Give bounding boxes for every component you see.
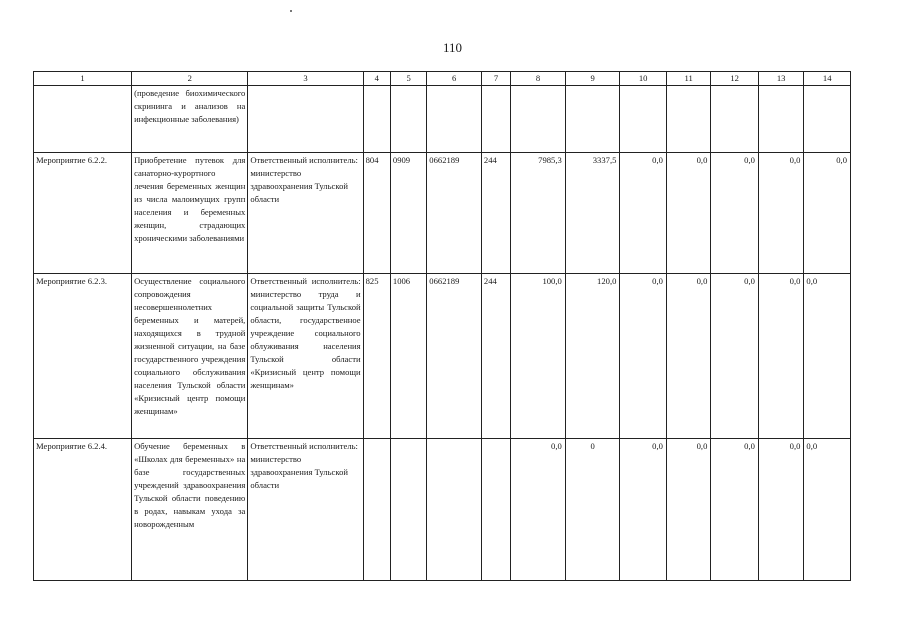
header-row — [34, 72, 851, 86]
value-cell — [390, 86, 426, 153]
amount-cell: 0,0 — [620, 439, 667, 581]
table-row-6-2-2 — [34, 153, 851, 274]
header-cell: 13 — [758, 72, 804, 86]
event-name-cell: Мероприятие 6.2.3. — [34, 274, 132, 439]
code-cell: 0662189 — [427, 153, 482, 274]
code-cell — [481, 439, 510, 581]
amount-cell: 0,0 — [711, 274, 759, 439]
executor-cell — [248, 86, 363, 153]
amount-cell: 0,0 — [758, 439, 804, 581]
value-cell — [804, 86, 851, 153]
code-cell: 1006 — [390, 274, 426, 439]
event-name-cell: Мероприятие 6.2.2. — [34, 153, 132, 274]
code-cell — [363, 439, 390, 581]
value-cell — [666, 86, 710, 153]
table-row-6-2-4 — [34, 439, 851, 581]
continuation-row — [34, 86, 851, 153]
header-cell: 8 — [511, 72, 566, 86]
amount-cell: 0,0 — [758, 274, 804, 439]
event-description-cell: (проведение биохимического скрининга и анализов на инфекционные заболевания) — [132, 86, 248, 153]
event-description-cell: Осуществление социального сопровождения несовершеннолетних беременных и матерей, находящихся в трудной жизненной ситуации, на базе государственного учреждения социального обслуживания населения Тульской области «Кризисный центр помощи женщинам» — [132, 274, 248, 439]
amount-cell: 0,0 — [511, 439, 566, 581]
header-cell: 2 — [132, 72, 248, 86]
header-cell: 10 — [620, 72, 667, 86]
value-cell — [481, 86, 510, 153]
event-description-cell: Приобретение путевок для санаторно-курортного лечения беременных женщин из числа малоимущих групп населения и беременных женщин, страдающих хроническими заболеваниями — [132, 153, 248, 274]
header-cell: 1 — [34, 72, 132, 86]
amount-cell: 100,0 — [511, 274, 566, 439]
code-cell: 244 — [481, 274, 510, 439]
value-cell — [711, 86, 759, 153]
budget-table — [33, 71, 851, 581]
amount-cell: 0,0 — [666, 439, 710, 581]
amount-cell: 0,0 — [666, 153, 710, 274]
value-cell — [565, 86, 620, 153]
code-cell: 0662189 — [427, 274, 482, 439]
value-cell — [363, 86, 390, 153]
code-cell: 0909 — [390, 153, 426, 274]
code-cell: 244 — [481, 153, 510, 274]
code-cell: 825 — [363, 274, 390, 439]
event-name-cell: Мероприятие 6.2.4. — [34, 439, 132, 581]
value-cell — [427, 86, 482, 153]
event-name-cell — [34, 86, 132, 153]
header-cell: 3 — [248, 72, 363, 86]
amount-cell: 120,0 — [565, 274, 620, 439]
amount-cell: 0,0 — [666, 274, 710, 439]
amount-cell: 0,0 — [804, 274, 851, 439]
amount-cell: 0,0 — [620, 153, 667, 274]
executor-cell: Ответственный исполнитель: министерство труда и социальной защиты Тульской области, государственное учреждение социального облуживания населения Тульской области «Кризисный центр помощи женщинам» — [248, 274, 363, 439]
header-cell: 9 — [565, 72, 620, 86]
executor-cell: Ответственный исполнитель: министерство здравоохранения Тульской области — [248, 439, 363, 581]
amount-cell: 0 — [565, 439, 620, 581]
executor-cell: Ответственный исполнитель: министерство здравоохранения Тульской области — [248, 153, 363, 274]
header-cell: 11 — [666, 72, 710, 86]
header-cell: 7 — [481, 72, 510, 86]
value-cell — [511, 86, 566, 153]
amount-cell: 0,0 — [758, 153, 804, 274]
amount-cell: 0,0 — [711, 439, 759, 581]
header-cell: 6 — [427, 72, 482, 86]
amount-cell: 7985,3 — [511, 153, 566, 274]
amount-cell: 0,0 — [711, 153, 759, 274]
code-cell — [427, 439, 482, 581]
amount-cell: 0,0 — [804, 153, 851, 274]
amount-cell: 3337,5 — [565, 153, 620, 274]
table-row-6-2-3 — [34, 274, 851, 439]
value-cell — [758, 86, 804, 153]
code-cell: 804 — [363, 153, 390, 274]
page-number: 110 — [442, 40, 463, 55]
code-cell — [390, 439, 426, 581]
header-cell: 12 — [711, 72, 759, 86]
amount-cell: 0,0 — [620, 274, 667, 439]
header-cell: 5 — [390, 72, 426, 86]
amount-cell: 0,0 — [804, 439, 851, 581]
scan-speck — [290, 10, 292, 12]
header-cell: 4 — [363, 72, 390, 86]
event-description-cell: Обучение беременных в «Школах для беременных» на базе государственных учреждений здравоохранения Тульской области поведению в родах, навыкам ухода за новорожденным — [132, 439, 248, 581]
header-cell: 14 — [804, 72, 851, 86]
value-cell — [620, 86, 667, 153]
